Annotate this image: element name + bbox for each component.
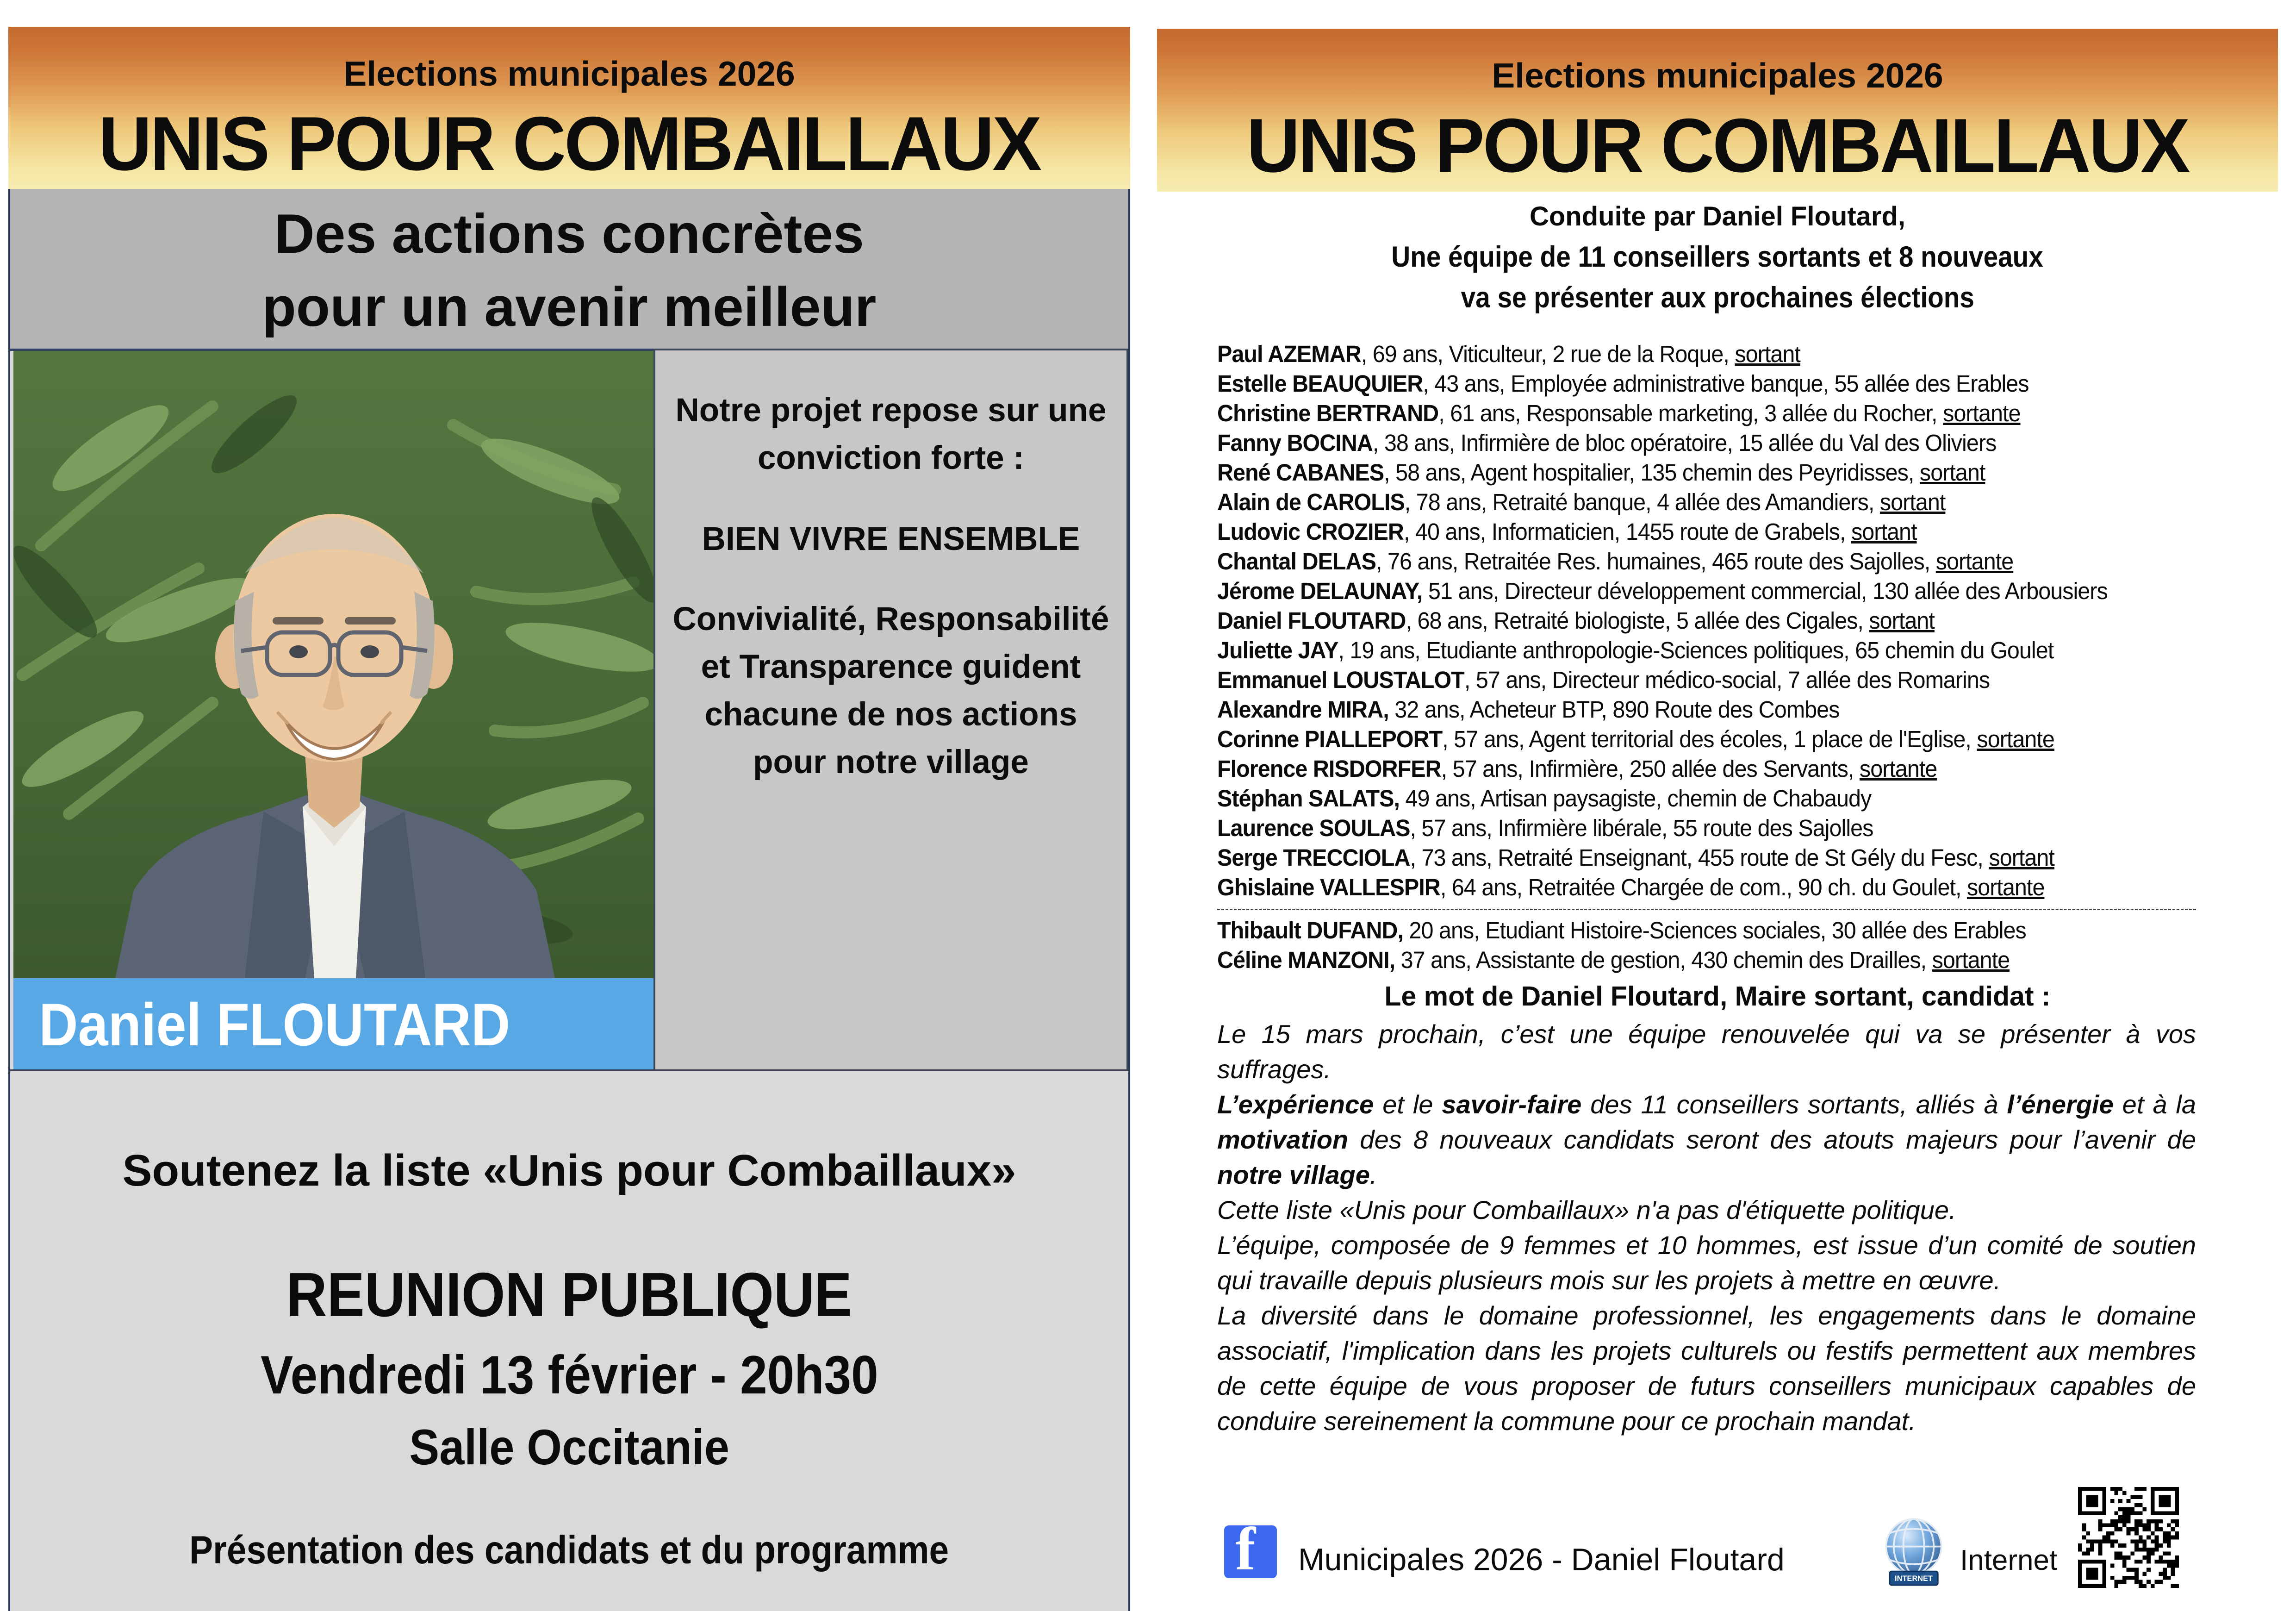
candidate-name: René CABANES (1217, 459, 1384, 486)
list-title: UNIS POUR COMBAILLAUX (1246, 103, 2189, 188)
candidate-list (1217, 339, 2208, 902)
globe-ribbon-label: INTERNET (1895, 1574, 1933, 1583)
meeting-section (10, 1069, 1128, 1611)
candidate-photo (13, 351, 653, 978)
candidate-name: Ghislaine VALLESPIR (1217, 874, 1440, 900)
facebook-icon[interactable]: f (1224, 1525, 1277, 1578)
word-paragraph: L’expérience et le savoir-faire des 11 conseillers sortants, alliés à l’énergie et à la motivation des 8 nouveaux candidats seront des atouts majeurs pour l’avenir de notre village. (1217, 1090, 2196, 1189)
candidate-row (1217, 399, 2158, 428)
project-values: Convivialité, Responsabilité et Transparence guident chacune de nos actions pour notre village (672, 601, 1109, 781)
candidate-name: Thibault DUFAND, (1217, 917, 1403, 943)
candidate-row (1217, 695, 2158, 725)
header-banner-right (1157, 29, 2278, 192)
candidate-details: , 69 ans, Viticulteur, 2 rue de la Roque, (1361, 341, 1735, 367)
candidate-details: , 64 ans, Retraitée Chargée de com., 90 ch. du Goulet, (1440, 874, 1967, 900)
candidate-name: Emmanuel LOUSTALOT (1217, 667, 1464, 693)
mayor-word-paragraphs (1217, 1017, 2196, 1439)
candidate-row (1217, 428, 2158, 458)
word-paragraph: La diversité dans le domaine professionnel, les engagements dans le domaine associatif, l'implication dans les projets culturels ou festifs permettent aux membres de cette équipe de vous proposer de futurs conseillers municipaux capables de conduire sereinement la commune pour ce prochain mandat. (1217, 1301, 2196, 1436)
candidate-name: Daniel FLOUTARD (1217, 607, 1406, 634)
candidate-details: 32 ans, Acheteur BTP, 890 Route des Combes (1388, 696, 1840, 723)
candidate-name-banner (13, 978, 653, 1071)
intro-line-1: Conduite par Daniel Floutard, (1529, 201, 1906, 231)
candidate-details: , 76 ans, Retraitée Res. humaines, 465 route des Sajolles, (1375, 548, 1936, 575)
candidate-details: , 19 ans, Etudiante anthropologie-Sciences politiques, 65 chemin du Goulet (1338, 637, 2054, 663)
candidate-row (1217, 369, 2158, 399)
meeting-date: Vendredi 13 février - 20h30 (260, 1344, 878, 1405)
candidate-status: sortant (1851, 518, 1917, 545)
candidate-details: 49 ans, Artisan paysagiste, chemin de Chabaudy (1400, 785, 1872, 812)
candidate-name: Ludovic CROZIER (1217, 518, 1404, 545)
candidate-details: , 78 ans, Retraité banque, 4 allée des Amandiers, (1404, 489, 1880, 515)
candidate-details: , 57 ans, Directeur médico-social, 7 allée des Romarins (1464, 667, 1990, 693)
candidate-list-additional (1217, 916, 2208, 975)
candidate-name: Alexandre MIRA, (1217, 696, 1389, 723)
internet-label: Internet (1960, 1544, 2058, 1576)
candidate-details: , 57 ans, Agent territorial des écoles, 1 place de l'Eglise, (1442, 726, 1977, 752)
support-line: Soutenez la liste «Unis pour Combaillaux» (122, 1146, 1016, 1195)
word-paragraph: L’équipe, composée de 9 femmes et 10 hommes, est issue d’un comité de soutien qui travaille depuis plusieurs mois sur les projets à mettre en œuvre. (1217, 1230, 2196, 1295)
tagline-band (10, 189, 1128, 349)
candidate-status: sortant (1919, 459, 1985, 486)
candidate-status: sortante (1935, 548, 2014, 575)
candidate-name: Fanny BOCINA (1217, 430, 1373, 456)
candidate-status: sortante (1859, 756, 1937, 782)
candidate-name: Corinne PIALLEPORT (1217, 726, 1443, 752)
candidate-name: Jérome DELAUNAY, (1217, 578, 1423, 604)
word-paragraph: Cette liste «Unis pour Combaillaux» n'a pas d'étiquette politique. (1217, 1195, 1956, 1224)
election-kicker: Elections municipales 2026 (343, 54, 795, 93)
candidate-details: 20 ans, Etudiant Histoire-Sciences sociales, 30 allée des Erables (1403, 917, 2026, 943)
flyer-page-right (1157, 0, 2278, 1624)
intro-line-3: va se présenter aux prochaines élections (1461, 281, 1974, 314)
internet-globe-icon[interactable] (1879, 1516, 1948, 1588)
left-page-body (8, 189, 1130, 1611)
candidate-row (1217, 458, 2158, 487)
candidate-row (1217, 873, 2158, 902)
candidate-row (1217, 843, 2158, 873)
candidate-name: Chantal DELAS (1217, 548, 1376, 575)
candidate-status: sortant (1869, 607, 1935, 634)
candidate-details: , 43 ans, Employée administrative banque, 55 allée des Erables (1423, 370, 2029, 397)
candidate-name: Estelle BEAUQUIER (1217, 370, 1423, 397)
candidate-name: Christine BERTRAND (1217, 400, 1439, 426)
candidate-details: 51 ans, Directeur développement commercial, 130 allée des Arbousiers (1422, 578, 2108, 604)
candidate-name: Paul AZEMAR (1217, 341, 1361, 367)
candidate-row (1217, 576, 2158, 606)
candidate-row (1217, 487, 2158, 517)
candidate-name: Céline MANZONI, (1217, 947, 1395, 973)
meeting-title: REUNION PUBLIQUE (286, 1260, 852, 1330)
candidate-details: , 68 ans, Retraité biologiste, 5 allée des Cigales, (1406, 607, 1869, 634)
intro-line-2: Une équipe de 11 conseillers sortants et 8 nouveaux (1391, 241, 2044, 273)
candidate-status: sortante (1943, 400, 2021, 426)
header-banner-left (8, 27, 1130, 189)
candidate-status: sortant (1989, 844, 2054, 871)
project-panel (653, 349, 1128, 1073)
candidate-row (1217, 606, 2158, 636)
candidate-details: , 61 ans, Responsable marketing, 3 allée du Rocher, (1438, 400, 1943, 426)
candidate-name: Alain de CAROLIS (1217, 489, 1405, 515)
team-intro (1157, 197, 2278, 318)
candidate-row (1217, 725, 2158, 754)
list-separator (1217, 909, 2196, 910)
meeting-footer-line: Présentation des candidats et du programme (189, 1528, 949, 1572)
candidate-row (1217, 665, 2158, 695)
meeting-place: Salle Occitanie (409, 1419, 729, 1475)
tagline-line-2: pour un avenir meilleur (262, 276, 877, 338)
candidate-name: Laurence SOULAS (1217, 815, 1410, 841)
candidate-row (1217, 945, 2158, 975)
tagline-line-1: Des actions concrètes (274, 203, 864, 265)
election-kicker: Elections municipales 2026 (1492, 56, 1943, 95)
candidate-row (1217, 754, 2158, 784)
facebook-page-label: Municipales 2026 - Daniel Floutard (1298, 1542, 1785, 1577)
candidate-details: , 58 ans, Agent hospitalier, 135 chemin des Peyridisses, (1384, 459, 1920, 486)
candidate-photo-art (13, 351, 653, 978)
candidate-status: sortante (1966, 874, 2045, 900)
candidate-status: sortante (1977, 726, 2054, 752)
candidate-status: sortant (1735, 341, 1800, 367)
candidate-status: sortante (1932, 947, 2010, 973)
candidate-row (1217, 339, 2158, 369)
qr-code-image (2078, 1487, 2179, 1588)
candidate-row (1217, 916, 2158, 945)
candidate-details: , 40 ans, Informaticien, 1455 route de Grabels, (1403, 518, 1852, 545)
candidate-list-block (1217, 339, 2208, 975)
candidate-name-label: Daniel FLOUTARD (39, 991, 510, 1058)
candidate-row (1217, 784, 2158, 813)
candidate-row (1217, 547, 2158, 576)
candidate-row (1217, 517, 2158, 547)
candidate-name: Florence RISDORFER (1217, 756, 1441, 782)
list-title: UNIS POUR COMBAILLAUX (98, 101, 1040, 186)
mayor-word-heading: Le mot de Daniel Floutard, Maire sortant, candidat : (1384, 981, 2051, 1012)
candidate-details: , 57 ans, Infirmière, 250 allée des Servants, (1441, 756, 1860, 782)
candidate-details: , 38 ans, Infirmière de bloc opératoire, 15 allée du Val des Oliviers (1372, 430, 1997, 456)
word-paragraph: Le 15 mars prochain, c’est une équipe renouvelée qui va se présenter à vos suffrages. (1217, 1019, 2196, 1084)
candidate-details: , 57 ans, Infirmière libérale, 55 route des Sajolles (1410, 815, 1873, 841)
candidate-name: Juliette JAY (1217, 637, 1338, 663)
candidate-details: 37 ans, Assistante de gestion, 430 chemin des Drailles, (1395, 947, 1932, 973)
project-statement: Notre projet repose sur une conviction forte : (675, 392, 1107, 476)
flyer-page-left (8, 0, 1130, 1616)
candidate-row (1217, 636, 2158, 665)
candidate-name: Serge TRECCIOLA (1217, 844, 1410, 871)
candidate-details: , 73 ans, Retraité Enseignant, 455 route de St Gély du Fesc, (1410, 844, 1989, 871)
candidate-row (1217, 813, 2158, 843)
candidate-status: sortant (1879, 489, 1946, 515)
project-motto: BIEN VIVRE ENSEMBLE (702, 521, 1080, 557)
candidate-name: Stéphan SALATS, (1217, 785, 1400, 812)
